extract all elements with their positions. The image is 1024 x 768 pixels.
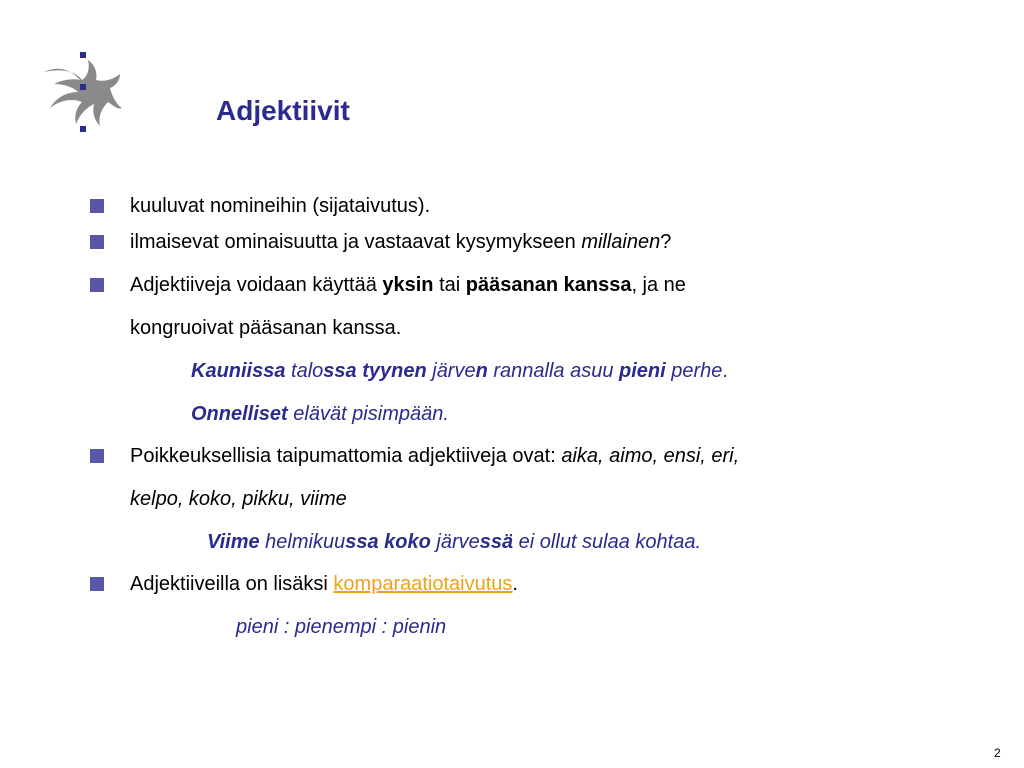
bullet-text: tai (433, 274, 466, 296)
example-part: . (722, 360, 728, 382)
bullet-item (130, 230, 671, 254)
bullet-continuation: kongruoivat pääsanan kanssa. (130, 317, 402, 339)
example-part: pieni (619, 360, 666, 382)
bullet-item (130, 273, 686, 297)
example-part: Kauniissa (191, 360, 286, 382)
bullet-text-end: . (512, 573, 518, 595)
komparaatiotaivutus-link[interactable]: komparaatiotaivutus (333, 573, 513, 595)
example-part: ssa koko (345, 531, 431, 553)
bullet-text: kuuluvat nomineihin (sijataivutus). (130, 195, 431, 217)
example-sentence: pieni : pienempi : pienin (236, 616, 447, 638)
example-part: perhe (665, 360, 723, 382)
bullet-item (130, 194, 430, 218)
example-sentence (191, 359, 728, 383)
bullet-marker (90, 449, 104, 463)
bullet-emphasis: aika, aimo, ensi, eri, (561, 445, 740, 467)
bullet-emphasis: millainen (581, 231, 661, 253)
bullet-marker (90, 278, 104, 292)
example-sentence (191, 402, 449, 426)
bullet-bold: pääsanan kanssa (465, 274, 632, 296)
page-number: 2 (994, 746, 1001, 760)
bullet-marker (90, 235, 104, 249)
example-part: talo (285, 360, 324, 382)
example-part: elävät pisimpään. (287, 403, 449, 425)
helsinki-university-flame-logo (36, 46, 126, 138)
example-part: järve (430, 531, 480, 553)
bullet-item (130, 572, 518, 596)
bullet-bold: yksin (382, 274, 434, 296)
example-part: ssa tyynen (323, 360, 427, 382)
example-part: ei ollut sulaa kohtaa. (513, 531, 702, 553)
bullet-text: Adjektiiveja voidaan käyttää (130, 274, 383, 296)
example-sentence (207, 530, 701, 554)
bullet-text: Adjektiiveilla on lisäksi (130, 573, 334, 595)
example-part: helmikuu (259, 531, 346, 553)
example-part: Onnelliset (191, 403, 288, 425)
bullet-continuation: kelpo, koko, pikku, viime (130, 488, 347, 510)
bullet-text: , ja ne (631, 274, 686, 296)
example-part: rannalla asuu (487, 360, 620, 382)
bullet-text: Poikkeuksellisia taipumattomia adjektiiveja ovat: (130, 445, 562, 467)
slide-title: Adjektiivit (216, 95, 350, 126)
example-part: Viime (207, 531, 260, 553)
example-part: ssä (479, 531, 514, 553)
bullet-text-end: ? (660, 231, 672, 253)
example-part: järve (426, 360, 476, 382)
bullet-marker (90, 199, 104, 213)
bullet-marker (90, 577, 104, 591)
bullet-text: ilmaisevat ominaisuutta ja vastaavat kysymykseen (130, 231, 582, 253)
bullet-item (130, 444, 739, 468)
example-part: n (475, 360, 488, 382)
